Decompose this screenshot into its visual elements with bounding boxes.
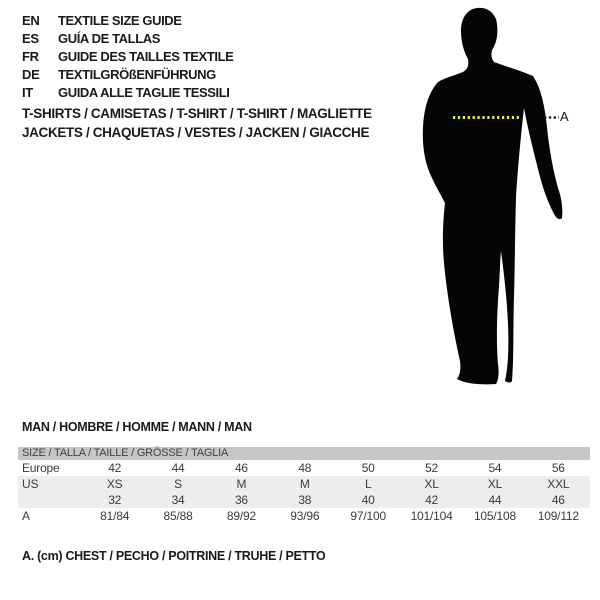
table-cell: S [174,477,182,491]
table-cell: 89/92 [226,509,256,523]
table-cell: 93/96 [290,509,320,523]
language-row [22,84,233,102]
language-code: FR [22,49,39,64]
table-row-europe [18,460,590,476]
table-cell: 48 [298,461,312,475]
measurement-label-a: A [560,109,569,124]
table-cell: XS [106,477,123,491]
row-label: US [22,477,39,491]
language-code: ES [22,31,39,46]
language-code: EN [22,13,40,28]
size-table [18,447,590,524]
table-cell: 38 [298,493,312,507]
table-cell: 42 [108,461,122,475]
table-cell: 101/104 [410,509,453,523]
table-row-numeric [18,492,590,508]
table-cell: 44 [488,493,502,507]
table-cell: XL [487,477,503,491]
table-cell: 32 [108,493,122,507]
language-row [22,66,233,84]
table-cell: XL [424,477,439,491]
table-cell: 109/112 [537,509,579,523]
table-cell: 54 [488,461,502,475]
category-line-tshirts: T-SHIRTS / CAMISETAS / T-SHIRT / T-SHIRT / MAGLIETTE [22,106,372,121]
language-label: GUIDE DES TAILLES TEXTILE [58,49,234,64]
size-table-header: SIZE / TALLA / TAILLE / GRÖSSE / TAGLIA [18,447,590,460]
measurement-footnote: A. (cm) CHEST / PECHO / POITRINE / TRUHE / PETTO [22,549,326,563]
language-label: TEXTILGRÖßENFÜHRUNG [58,67,216,82]
table-cell: 46 [551,493,565,507]
man-silhouette-figure [405,0,600,400]
table-cell: XXL [547,477,570,491]
language-label: GUIDA ALLE TAGLIE TESSILI [58,85,230,100]
table-cell: 50 [361,461,375,475]
table-cell: 34 [171,493,185,507]
section-title-man: MAN / HOMBRE / HOMME / MANN / MAN [22,420,252,434]
table-cell: 97/100 [350,509,386,523]
table-cell: 44 [171,461,185,475]
language-row [22,48,233,66]
table-cell: 105/108 [473,509,516,523]
man-silhouette-shape [423,8,563,385]
table-cell: 81/84 [100,509,130,523]
table-cell: M [299,477,310,491]
table-cell: 36 [234,493,248,507]
table-cell: 46 [234,461,248,475]
table-cell: 52 [425,461,439,475]
table-row-us [18,476,590,492]
category-line-jackets: JACKETS / CHAQUETAS / VESTES / JACKEN / GIACCHE [22,124,370,140]
language-list [22,12,233,102]
table-cell: M [236,477,247,491]
language-row [22,12,233,30]
row-label: A [22,509,30,523]
language-code: IT [22,85,33,100]
table-row-chest-cm [18,508,590,524]
language-code: DE [22,67,40,82]
language-row [22,30,233,48]
language-label: TEXTILE SIZE GUIDE [58,13,182,28]
row-label: Europe [22,461,60,475]
table-cell: 42 [425,493,439,507]
language-label: GUÍA DE TALLAS [58,31,161,46]
row-label [18,492,83,508]
table-cell: 85/88 [163,509,193,523]
table-cell: 40 [361,493,375,507]
table-cell: 56 [551,461,565,475]
table-cell: L [364,477,372,491]
garment-categories [22,105,372,142]
man-silhouette-svg [405,0,600,400]
